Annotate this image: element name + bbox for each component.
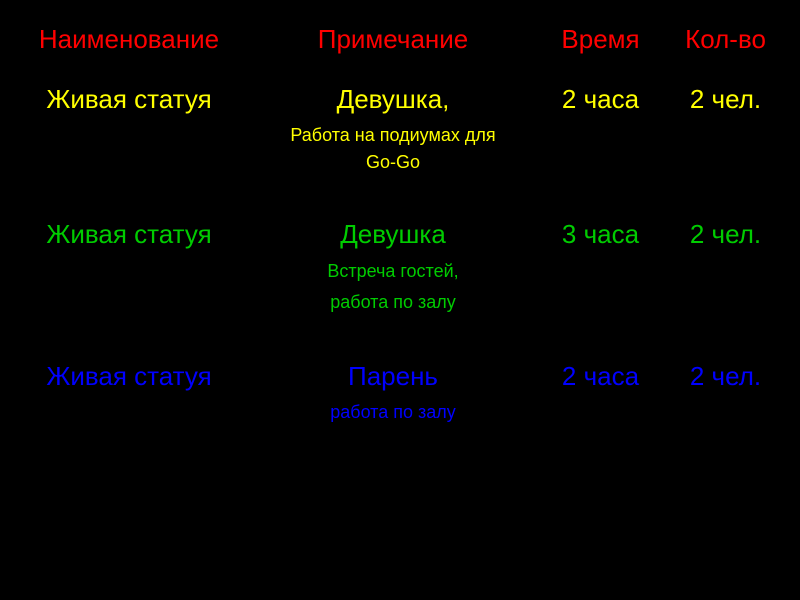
header-note: Примечание (317, 24, 469, 54)
row1-note-line1: Работа на подиумах для (290, 125, 496, 145)
header-name: Наименование (38, 24, 220, 54)
row1-name: Живая статуя (46, 84, 212, 114)
row3-name: Живая статуя (46, 361, 212, 391)
row3-note-line1: работа по залу (330, 402, 456, 422)
header-count: Кол-во (685, 24, 766, 54)
row2-note-title: Девушка (340, 219, 446, 249)
row1-note-line2: Go-Go (365, 152, 421, 172)
row1-count: 2 чел. (689, 84, 762, 114)
row3-note-title: Парень (348, 361, 438, 391)
row2-note-line1: Встреча гостей, (327, 261, 459, 281)
row2-note-line2: работа по залу (330, 292, 456, 312)
row2-time: 3 часа (561, 219, 640, 249)
row1-time: 2 часа (561, 84, 640, 114)
header-time: Время (561, 24, 640, 54)
row1-note-title: Девушка, (336, 84, 450, 114)
row3-count: 2 чел. (689, 361, 762, 391)
row2-name: Живая статуя (46, 219, 212, 249)
row3-time: 2 часа (561, 361, 640, 391)
row2-count: 2 чел. (689, 219, 762, 249)
